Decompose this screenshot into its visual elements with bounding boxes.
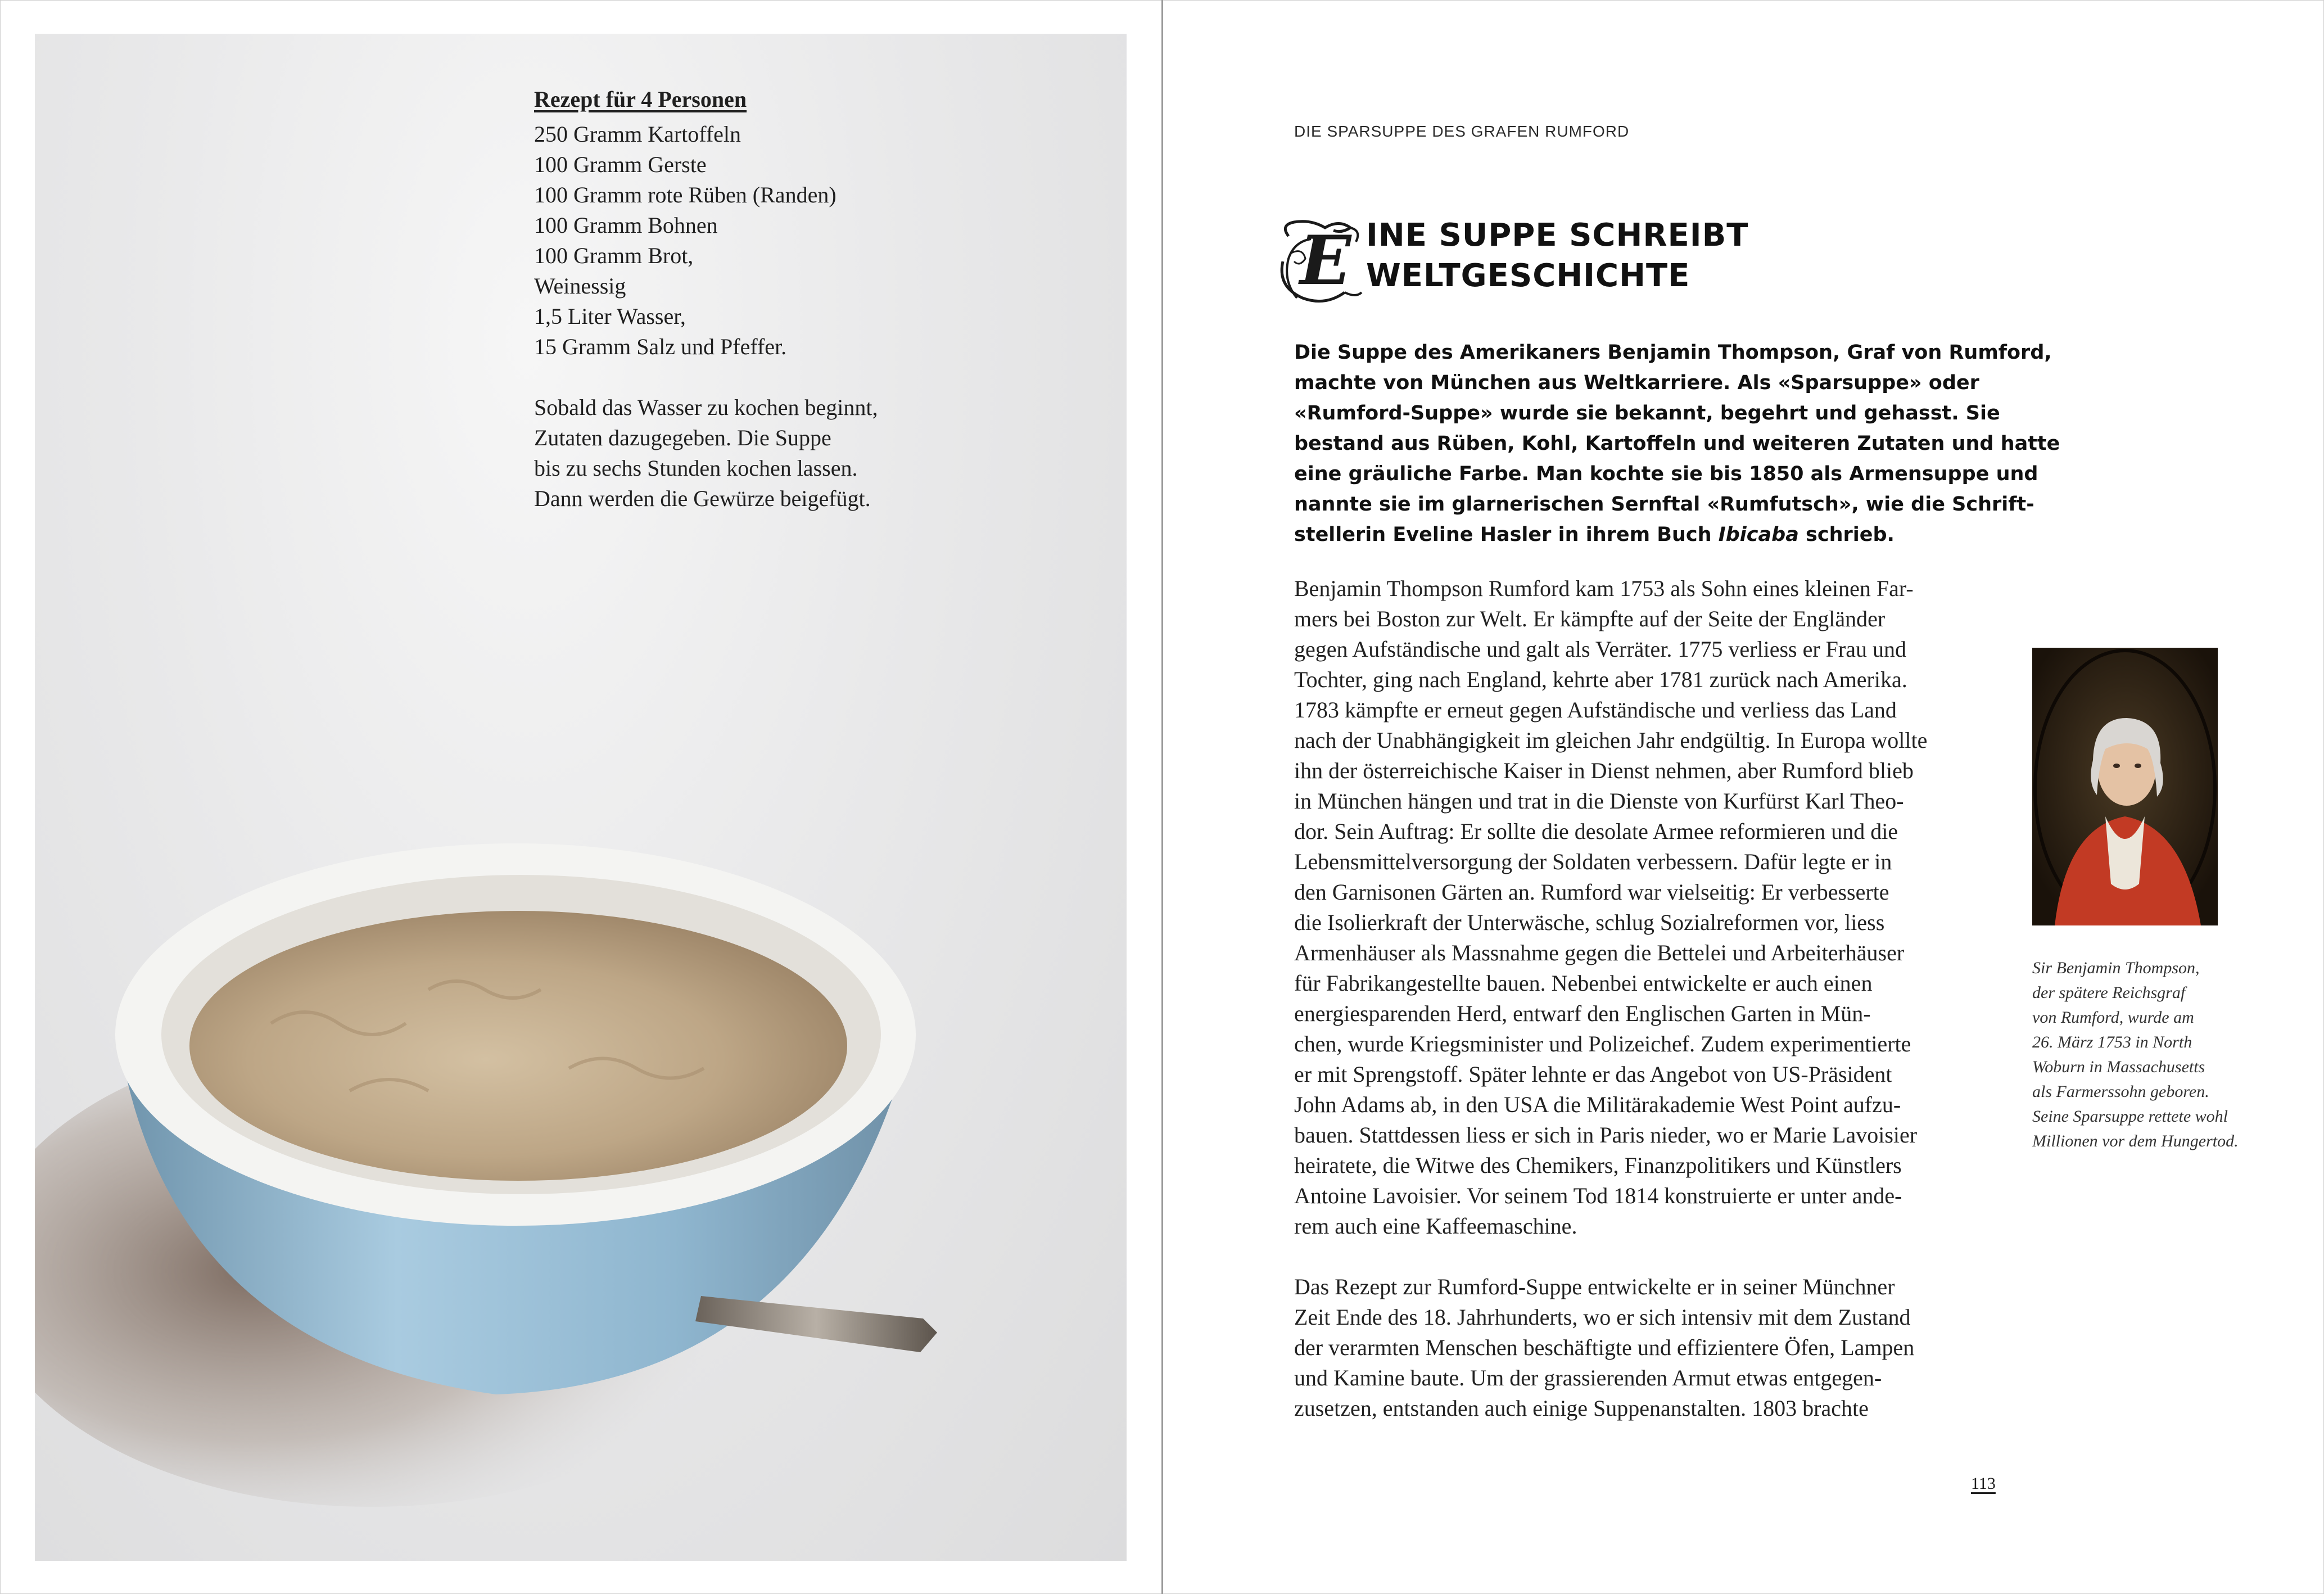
caption-line: von Rumford, wurde am (2032, 1008, 2194, 1027)
lead-line: nannte sie im glarnerischen Sernftal «Rumfutsch», wie die Schrift- (1294, 493, 2034, 516)
page-number: 113 (1971, 1474, 1996, 1493)
caption-line: Millionen vor dem Hungertod. (2032, 1132, 2239, 1150)
body-line: Antoine Lavoisier. Vor seinem Tod 1814 konstruierte er unter ande- (1294, 1183, 1902, 1208)
lead-line (1294, 520, 2002, 550)
body-line: mers bei Boston zur Welt. Er kämpfte auf der Seite der Engländer (1294, 606, 1886, 631)
lead-line: «Rumford-Suppe» wurde sie bekannt, begehrt und gehasst. Sie (1294, 402, 2000, 425)
article-body (1294, 574, 1960, 1424)
lead-line: bestand aus Rüben, Kohl, Kartoffeln und weiteren Zutaten und hatte (1294, 432, 2060, 455)
body-paragraph-1 (1294, 574, 1960, 1241)
method-line: Dann werden die Gewürze beigefügt. (534, 486, 871, 511)
ingredient-item: Weinessig (534, 273, 626, 299)
caption-line: Woburn in Massachusetts (2032, 1058, 2205, 1076)
body-line: in München hängen und trat in die Dienste von Kurfürst Karl Theo- (1294, 788, 1904, 814)
body-line: rem auch eine Kaffeemaschine. (1294, 1213, 1577, 1239)
ingredient-list (534, 119, 984, 362)
recipe-title: Rezept für 4 Personen (534, 87, 747, 112)
initial-letter: E (1300, 221, 1351, 300)
ingredient-item: 100 Gramm Gerste (534, 152, 707, 177)
method-line: bis zu sechs Stunden kochen lassen. (534, 455, 858, 481)
ingredient-item: 250 Gramm Kartoffeln (534, 121, 741, 147)
body-line: Armenhäuser als Massnahme gegen die Bettelei und Arbeiterhäuser (1294, 940, 1905, 965)
body-line: und Kamine baute. Um der grassierenden Armut etwas entgegen- (1294, 1365, 1882, 1390)
decorative-initial-e (1272, 214, 1367, 309)
caption-line: Sir Benjamin Thompson, (2032, 959, 2200, 977)
ingredient-item: 100 Gramm rote Rüben (Randen) (534, 182, 837, 207)
book-title: Ibicaba (1718, 523, 1799, 546)
portrait-caption (2032, 956, 2291, 1154)
body-line: 1783 kämpfte er erneut gegen Aufständische und verliess das Land (1294, 697, 1897, 723)
method-line: Sobald das Wasser zu kochen beginnt, (534, 395, 878, 420)
headline-line: WELTGESCHICHTE (1366, 258, 1690, 294)
body-line: der verarmten Menschen beschäftigte und effizientere Öfen, Lampen (1294, 1335, 1915, 1360)
ingredient-item: 1,5 Liter Wasser, (534, 304, 686, 329)
body-line: gegen Aufständische und galt als Verräter. 1775 verliess er Frau und (1294, 636, 1906, 662)
lead-line: Die Suppe des Amerikaners Benjamin Thompson, Graf von Rumford, (1294, 341, 2052, 364)
caption-line: Seine Sparsuppe rettete wohl (2032, 1107, 2228, 1126)
body-line: Benjamin Thompson Rumford kam 1753 als Sohn eines kleinen Far- (1294, 576, 1914, 601)
portrait-thompson (2032, 648, 2218, 925)
body-line: nach der Unabhängigkeit im gleichen Jahr endgültig. In Europa wollte (1294, 728, 1928, 753)
body-line: Das Rezept zur Rumford-Suppe entwickelte er in seiner Münchner (1294, 1274, 1895, 1299)
lead-line: eine gräuliche Farbe. Man kochte sie bis 1850 als Armensuppe und (1294, 463, 2038, 485)
body-line: ihn der österreichische Kaiser in Dienst nehmen, aber Rumford blieb (1294, 758, 1914, 783)
book-gutter (1161, 0, 1163, 1594)
recipe-method (534, 392, 984, 514)
paragraph-gap (1294, 1241, 1960, 1272)
recipe-block (534, 84, 984, 514)
ingredient-item: 100 Gramm Bohnen (534, 213, 718, 238)
running-head: DIE SPARSUPPE DES GRAFEN RUMFORD (1294, 123, 1630, 140)
body-line: die Isolierkraft der Unterwäsche, schlug Sozialreformen vor, liess (1294, 910, 1885, 935)
body-line: energiesparenden Herd, entwarf den Englischen Garten in Mün- (1294, 1001, 1871, 1026)
ingredient-item: 15 Gramm Salz und Pfeffer. (534, 334, 787, 359)
body-line: Zeit Ende des 18. Jahrhunderts, wo er sich intensiv mit dem Zustand (1294, 1304, 1911, 1330)
headline-line: INE SUPPE SCHREIBT (1366, 217, 1749, 254)
caption-line: als Farmerssohn geboren. (2032, 1082, 2209, 1101)
lead-text: stellerin Eveline Hasler in ihrem Buch (1294, 523, 1719, 546)
body-line: Tochter, ging nach England, kehrte aber 1781 zurück nach Amerika. (1294, 667, 1907, 692)
lead-paragraph (1294, 337, 2060, 550)
body-line: heiratete, die Witwe des Chemikers, Finanzpolitikers und Künstlers (1294, 1153, 1902, 1178)
body-line: dor. Sein Auftrag: Er sollte die desolate Armee reformieren und die (1294, 819, 1898, 844)
caption-line: der spätere Reichsgraf (2032, 983, 2186, 1002)
body-line: Lebensmittelversorgung der Soldaten verbessern. Dafür legte er in (1294, 849, 1892, 874)
body-line: chen, wurde Kriegsminister und Polizeichef. Zudem experimentierte (1294, 1031, 1911, 1056)
caption-line: 26. März 1753 in North (2032, 1033, 2192, 1051)
ingredient-item: 100 Gramm Brot, (534, 243, 694, 268)
article-headline (1366, 215, 1748, 296)
portrait-image (2032, 648, 2218, 925)
body-line: bauen. Stattdessen liess er sich in Paris nieder, wo er Marie Lavoisier (1294, 1122, 1918, 1148)
method-line: Zutaten dazugegeben. Die Suppe (534, 425, 831, 450)
body-line: zusetzen, entstanden auch einige Suppenanstalten. 1803 brachte (1294, 1396, 1869, 1421)
lead-line: machte von München aus Weltkarriere. Als «Sparsuppe» oder (1294, 372, 1979, 394)
body-line: den Garnisonen Gärten an. Rumford war vielseitig: Er verbesserte (1294, 879, 1889, 905)
body-line: für Fabrikangestellte bauen. Nebenbei entwickelte er auch einen (1294, 970, 1873, 996)
body-paragraph-2 (1294, 1272, 1960, 1424)
body-line: John Adams ab, in den USA die Militärakademie West Point aufzu- (1294, 1092, 1901, 1117)
lead-text: schrieb. (1798, 523, 1895, 546)
body-line: er mit Sprengstoff. Später lehnte er das Angebot von US-Präsident (1294, 1062, 1892, 1087)
